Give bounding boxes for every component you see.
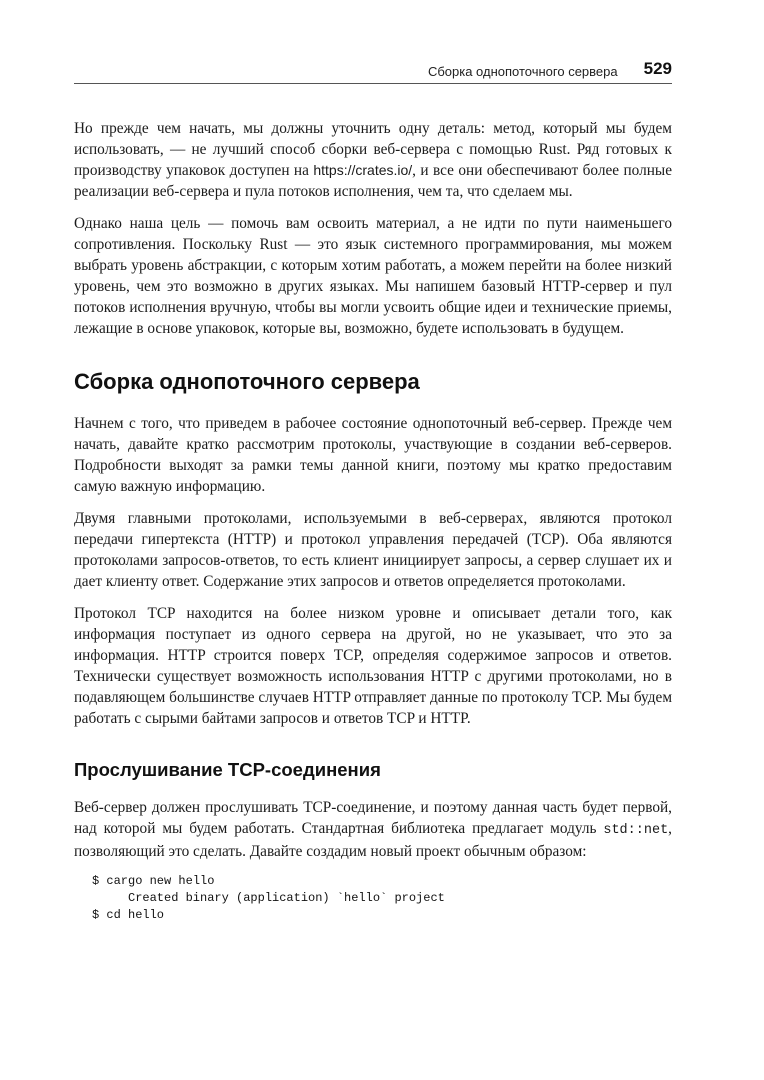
paragraph-goal: Однако наша цель — помочь вам освоить материал, а не идти по пути наименьшего сопротивления. Поскольку Rust — это язык системного программирования, мы можем выбрать уровень абстракции, с которым хотим работать, а можем перейти на более низкий уровень, чем это возможно в других языках. Мы напишем базовый HTTP-сервер и пул потоков исполнения вручную, чтобы вы могли усвоить общие идеи и технические приемы, лежащие в основе упаковок, которые вы, возможно, будете использовать в будущем. [74, 215, 672, 337]
paragraph-protocols: Двумя главными протоколами, используемыми в веб-серверах, являются протокол передачи гипертекста (HTTP) и протокол управления передачей (TCP). Оба являются протоколами запросов-ответов, то есть клиент инициирует запросы, а сервер слушает их и дает клиенту ответ. Содержание этих запросов и ответов определяется протоколами. [74, 510, 672, 590]
paragraph-listen [74, 797, 672, 862]
paragraph-intro-text-before: Но прежде чем начать, мы должны уточнить одну деталь: метод, который мы будем использовать, — не лучший способ сборки веб-сервера с помощью Rust. Ряд готовых к производству упаковок доступен на [74, 120, 672, 179]
page-number: 529 [643, 59, 672, 78]
paragraph-intro [74, 118, 672, 202]
inline-code-std-net: std::net [603, 823, 669, 838]
paragraph-intro-text-after: , и все они обеспечивают более полные реализации веб-сервера и пула потоков исполнения, чем та, что сделаем мы. [74, 162, 672, 200]
paragraph-listen-text-before: Веб-сервер должен прослушивать TCP-соединение, и поэтому данная часть будет первой, над которой мы будем работать. Стандартная библиотека предлагает модуль [74, 799, 672, 837]
paragraph-start: Начнем с того, что приведем в рабочее состояние однопоточный веб-сервер. Прежде чем начать, давайте кратко рассмотрим протоколы, участвующие в создании веб-серверов. Подробности выходят за рамки темы данной книги, поэтому мы кратко предоставим самую важную информацию. [74, 415, 672, 495]
code-line: $ cd hello [92, 908, 165, 922]
paragraph-listen-text-after: , позволяющий это сделать. Давайте создадим новый проект обычным образом: [74, 820, 672, 860]
subsection-heading: Прослушивание TCP-соединения [74, 759, 381, 780]
section-heading: Сборка однопоточного сервера [74, 369, 420, 394]
running-header [74, 58, 672, 84]
code-line: Created binary (application) `hello` project [128, 891, 445, 905]
running-header-title: Сборка однопоточного сервера [427, 64, 618, 79]
crates-io-link[interactable]: https://crates.io/ [313, 162, 413, 178]
code-block [92, 873, 672, 924]
paragraph-tcp: Протокол TCP находится на более низком уровне и описывает детали того, как информация поступает из одного сервера на другой, но не указывает, что это за информация. HTTP строится поверх TCP, определяя содержимое запросов и ответов. Технически существует возможность использования HTTP с другими протоколами, но в подавляющем большинстве случаев HTTP отправляет данные по протоколу TCP. Мы будем работать с сырыми байтами запросов и ответов TCP и HTTP. [74, 605, 672, 727]
code-line: $ cargo new hello [92, 874, 215, 888]
page-content [74, 118, 672, 924]
